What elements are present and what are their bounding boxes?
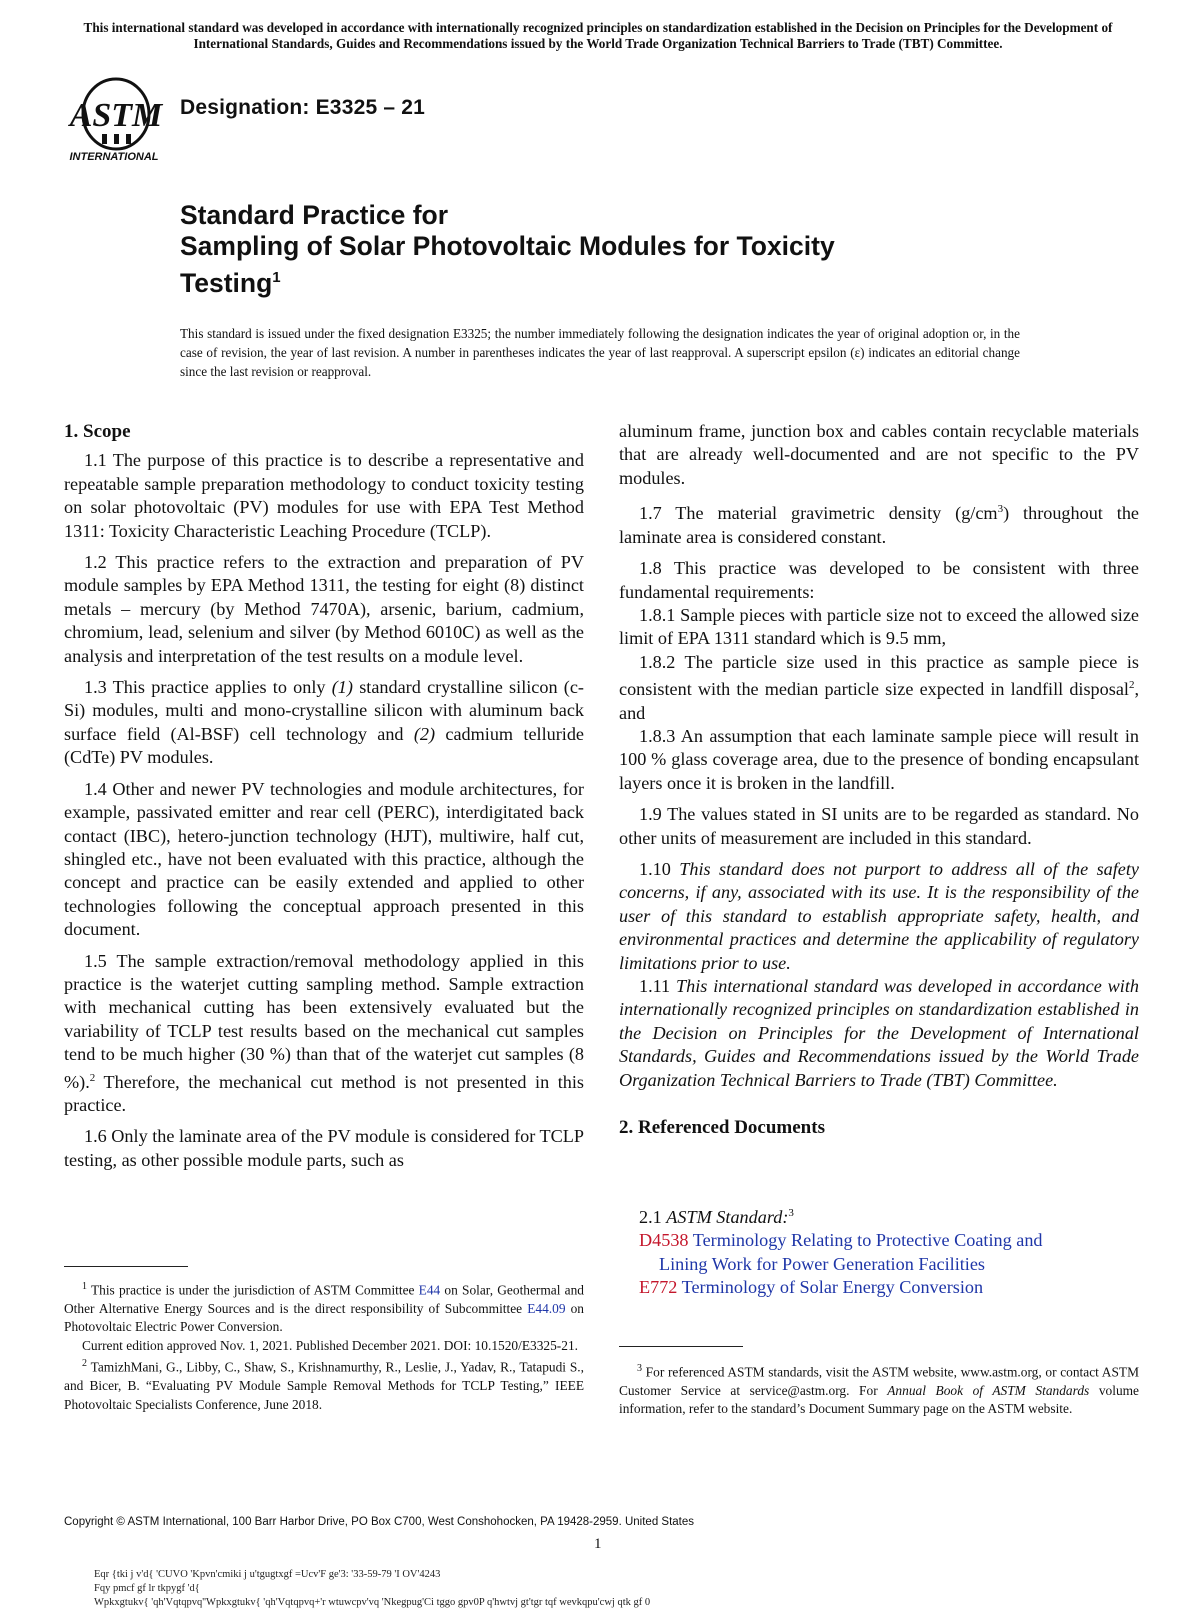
reference-code-e772[interactable]: E772 — [639, 1277, 678, 1298]
paragraph-1-5: 1.5 The sample extraction/removal methodology applied in this practice is the waterjet cutting sampling method. Sample extraction with mechanical cutting has been extensively evaluated but the variability of TCLP test results based on the mechanical cut samples tend to be much higher (30 %) than that of the waterjet cut samples (8 %).$^2$ Therefore, the mechanical cut method is not presented in this practice. — [64, 950, 584, 1116]
footnote-rule-right — [619, 1346, 743, 1347]
footnote-1: $^1$ This practice is under the jurisdiction of ASTM Committee E44 on Solar, Geothermal and Other Alternative Energy Sources and is the direct responsibility of Subcommittee E44.09 on Photovoltaic Electric Power Conversion. — [64, 1281, 584, 1335]
paragraph-1-11: 1.11 This international standard was developed in accordance with internationally recognized principles on standardization established in the Decision on Principles for the Development of International Standards, Guides and Recommendations issued by the World Trade Organization Technical Barriers to Trade (TBT) Committee. — [619, 976, 1139, 1090]
astm-logo — [64, 74, 168, 166]
reference-e772[interactable] — [619, 1276, 1139, 1299]
right-column — [619, 420, 1139, 1146]
copyright-line: Copyright © ASTM International, 100 Barr Harbor Drive, PO Box C700, West Conshohocken, PA 19428-2959. United States — [64, 1516, 695, 1528]
svg-text:INTERNATIONAL: INTERNATIONAL — [69, 151, 159, 163]
license-watermark-text — [94, 1568, 650, 1610]
paragraph-1-8-3: 1.8.3 An assumption that each laminate sample piece will result in 100 % glass coverage area, due to the presence of bonding encapsulant layers once it is broken in the landfill. — [619, 726, 1139, 793]
astm-standard-label: 2.1 ASTM Standard:$^3$ — [639, 1207, 794, 1228]
page-number: 1 — [594, 1536, 602, 1552]
footnote-rule-left — [64, 1266, 188, 1267]
paragraph-1-2: 1.2 This practice refers to the extraction and preparation of PV module samples by EPA Method 1311, the testing for eight (8) distinct metals – mercury (by Method 7470A), arsenic, barium, cadmium, chromium, lead, selenium and silver (by Method 6010C) as well as the analysis and interpretation of the test results on a module level. — [64, 552, 584, 666]
reference-title-e772[interactable]: Terminology of Solar Energy Conversion — [681, 1277, 984, 1298]
reference-d4538[interactable] — [619, 1229, 1139, 1276]
reference-title-d4538[interactable]: Terminology Relating to Protective Coating and — [692, 1230, 1043, 1251]
footnotes-left — [64, 1278, 584, 1414]
footnote-3: $^3$ For referenced ASTM standards, visit the ASTM website, www.astm.org, or contact ASTM Customer Service at service@astm.org. For Annual Book of ASTM Standards volume information, refer to the standard’s Document Summary page on the ASTM website. — [619, 1363, 1139, 1417]
issue-note: This standard is issued under the fixed designation E3325; the number immediately following the designation indicates the year of original adoption or, in the case of revision, the year of last revision. A number in parentheses indicates the year of last reapproval. A superscript epsilon (ε) indicates an editorial change since the last revision or reapproval. — [180, 326, 1020, 379]
paragraph-1-9: 1.9 The values stated in SI units are to be regarded as standard. No other units of measurement are included in this standard. — [619, 804, 1139, 848]
license-line-3: Wpkxgtukv{ 'qh'Vqtqpvq''Wpkxgtukv{ 'qh'Vqtqpvq+'r wtuwcpv'vq 'Nkegpug'Ci tggo gpv0P q'hwtvj gt'tgr tqf wevkqpu'cwj qtk gf 0 — [94, 1597, 651, 1608]
title-line-1: Standard Practice for — [180, 200, 449, 230]
footnote-ref-2[interactable]: 2 — [89, 1071, 96, 1084]
reference-code-d4538[interactable]: D4538 — [639, 1230, 689, 1251]
link-e44[interactable]: E44 — [418, 1282, 441, 1298]
footnotes-right — [619, 1360, 1139, 1419]
designation: Designation: E3325 – 21 — [180, 96, 426, 119]
footnote-ref-2b[interactable]: 2 — [1128, 679, 1135, 692]
section-heading-scope: 1. Scope — [64, 421, 131, 442]
paragraph-1-7: 1.7 The material gravimetric density $(g/cm^3)$ throughout the laminate area is considered constant. — [619, 503, 1139, 547]
paragraph-1-8-2: 1.8.2 The particle size used in this practice as sample piece is consistent with the median particle size expected in landfill disposal$^2$, and — [619, 651, 1139, 723]
title-line-3: Testing$^1$ — [180, 267, 281, 298]
link-e44-09[interactable]: E44.09 — [527, 1300, 566, 1316]
title-line-2: Sampling of Solar Photovoltaic Modules for Toxicity — [180, 231, 835, 261]
wto-notice: This international standard was developed in accordance with internationally recognized principles on standardization established in the Decision on Principles for the Development of International Standards, Guides and Recommendations issued by the World Trade Organization Technical Barriers to Trade (TBT) Committee. — [83, 20, 1113, 51]
footnote-2: $^2$ TamizhMani, G., Libby, C., Shaw, S., Krishnamurthy, R., Leslie, J., Yadav, R., Tatapudi S., and Bicer, B. “Evaluating PV Module Sample Removal Methods for TCLP Testing,” IEEE Photovoltaic Specialists Conference, June 2018. — [64, 1358, 584, 1412]
left-column — [64, 420, 584, 1180]
paragraph-1-6-continued: aluminum frame, junction box and cables contain recyclable materials that are already well-documented and are not specific to the PV modules. — [619, 421, 1139, 488]
referenced-documents-list — [619, 1202, 1139, 1300]
section-heading-referenced-documents: 2. Referenced Documents — [619, 1117, 825, 1139]
paragraph-1-10: 1.10 This standard does not purport to address all of the safety concerns, if any, associated with its use. It is the responsibility of the user of this standard to establish appropriate safety, health, and environmental practices and determine the applicability of regulatory limitations prior to use. — [619, 859, 1139, 973]
document-title — [180, 200, 1000, 299]
paragraph-1-4: 1.4 Other and newer PV technologies and module architectures, for example, passivated emitter and rear cell (PERC), interdigitated back contact (IBC), hetero-junction technology (HJT), multiwire, half cut, shingled etc., have not been evaluated with this practice, although the concept and practice can be easily extended and applied to other technologies following the conceptual approach presented in this document. — [64, 778, 584, 940]
paragraph-1-8-1: 1.8.1 Sample pieces with particle size not to exceed the allowed size limit of EPA 1311 standard which is 9.5 mm, — [619, 604, 1139, 649]
reference-title-d4538-cont[interactable]: Lining Work for Power Generation Facilities — [659, 1253, 986, 1274]
svg-text:ASTM: ASTM — [69, 97, 163, 134]
footnote-1-edition: Current edition approved Nov. 1, 2021. Published December 2021. DOI: 10.1520/E3325-21. — [82, 1337, 578, 1353]
paragraph-1-1: 1.1 The purpose of this practice is to describe a representative and repeatable sample preparation methodology to conduct toxicity testing on solar photovoltaic (PV) modules for use with EPA Test Method 1311: Toxicity Characteristic Leaching Procedure (TCLP). — [64, 450, 584, 541]
license-line-1: Eqr {tki j v'd{ 'CUVO 'Kpvn'cmiki j u'tgugtxgf =Ucv'F ge'3: '33-59-79 'I OV'4243 — [94, 1569, 441, 1580]
paragraph-1-6: 1.6 Only the laminate area of the PV module is considered for TCLP testing, as other possible module parts, such as — [64, 1126, 584, 1170]
paragraph-1-3: 1.3 This practice applies to only (1) standard crystalline silicon (c-Si) modules, multi and mono-crystalline silicon with aluminum back surface field (Al-BSF) cell technology and (2) cadmium telluride (CdTe) PV modules. — [64, 677, 584, 768]
paragraph-1-8: 1.8 This practice was developed to be consistent with three fundamental requirements: — [619, 558, 1139, 602]
title-footnote-mark[interactable]: 1 — [272, 269, 281, 286]
license-line-2: Fqy pmcf gf lr tkpygf 'd{ — [94, 1583, 200, 1594]
